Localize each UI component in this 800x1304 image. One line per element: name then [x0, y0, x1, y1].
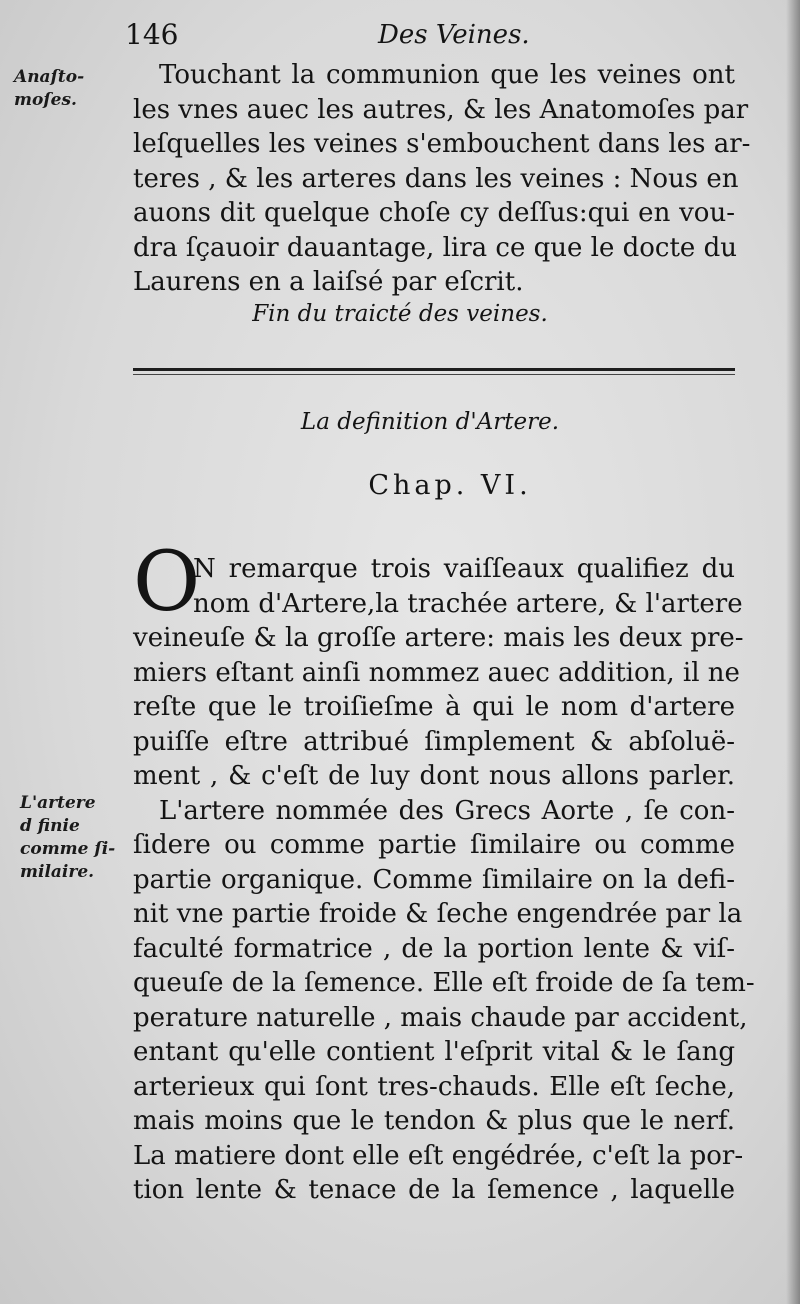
margin-note-line: Anaſto- [14, 67, 85, 87]
section-rule-thin [133, 374, 735, 375]
text-line: La matiere dont elle eſt engédrée, c'eſt la por- [133, 1140, 744, 1171]
page-number: 146 [125, 18, 179, 51]
drop-cap: O [133, 535, 201, 630]
margin-note-anastomoses [14, 66, 124, 112]
margin-note-line: L'artere [20, 793, 96, 813]
chapter-heading: Chap. VI. [368, 470, 532, 501]
text-line: puiſſe eſtre attribué ſimplement & abſoluë- [133, 726, 735, 757]
text-line: N remarque trois vaiſſeaux qualifiez du [193, 554, 735, 584]
margin-note-line: milaire. [20, 862, 95, 882]
text-line: Laurens en a laiſsé par eſcrit. [133, 267, 524, 297]
text-line: teres , & les arteres dans les veines : Nous en [133, 163, 739, 194]
text-line: dra ſçauoir dauantage, lira ce que le docte du [133, 232, 737, 263]
text-line: nom d'Artere,la trachée artere, & l'artere [193, 588, 743, 619]
text-line: miers eſtant ainſi nommez auec addition, il ne [133, 657, 740, 688]
text-line: ment , & c'eſt de luy dont nous allons parler. [133, 761, 735, 791]
text-line: veineuſe & la groſſe artere: mais les deux pre- [133, 623, 744, 653]
margin-note-line: moſes. [14, 90, 77, 110]
running-title: Des Veines. [378, 20, 530, 50]
text-line: faculté formatrice , de la portion lente & viſ- [133, 933, 735, 964]
text-line: arterieux qui ſont tres-chauds. Elle eſt ſeche, [133, 1071, 735, 1102]
text-line: ſidere ou comme partie ſimilaire ou comme [133, 830, 735, 860]
margin-note-line: d finie [20, 816, 80, 836]
text-line: leſquelles les veines s'embouchent dans les ar- [133, 129, 751, 159]
section-title: La definition d'Artere. [300, 409, 560, 435]
margin-note-artere [20, 792, 130, 884]
text-line: partie organique. Comme ſimilaire on la defi- [133, 864, 735, 895]
text-line: queuſe de la ſemence. Elle eſt froide de ſa tem- [133, 968, 755, 998]
text-line: mais moins que le tendon & plus que le nerf. [133, 1106, 735, 1136]
end-of-treatise: Fin du traicté des veines. [252, 301, 548, 327]
margin-note-line: comme ſi- [20, 839, 116, 859]
text-line: les vnes auec les autres, & les Anatomoſes par [133, 94, 749, 125]
paragraph-definition [133, 552, 755, 1208]
text-line: nit vne partie froide & ſeche engendrée par la [133, 899, 743, 929]
text-line: Touchant la communion que les veines ont [159, 60, 735, 90]
text-line: auons dit quelque choſe cy deſſus:qui en vou- [133, 198, 735, 228]
text-line: reſte que le troiſieſme à qui le nom d'artere [133, 692, 735, 722]
text-line: tion lente & tenace de la ſemence , laquelle [133, 1175, 735, 1205]
paragraph-anastomoses [133, 58, 751, 300]
text-line: perature naturelle , mais chaude par accident, [133, 1002, 748, 1033]
text-line: entant qu'elle contient l'eſprit vital & le ſang [133, 1037, 735, 1067]
section-rule [133, 368, 735, 371]
text-line: L'artere nommée des Grecs Aorte , ſe con- [159, 795, 735, 826]
page-header [0, 18, 800, 52]
